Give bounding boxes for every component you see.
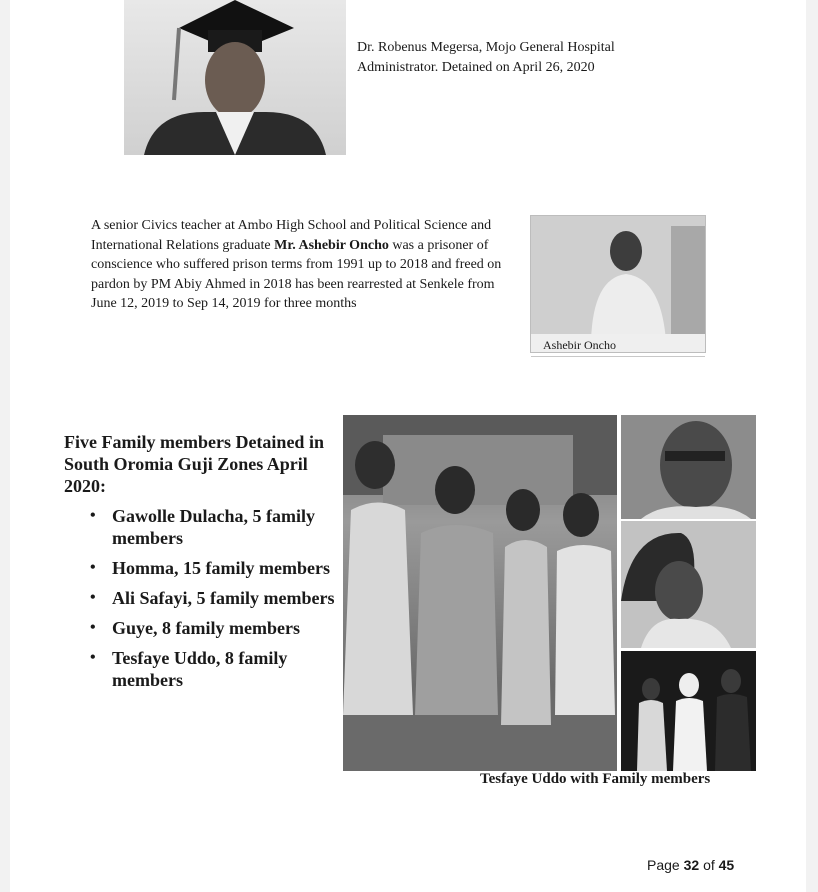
woman-family-photo: [621, 521, 756, 648]
ashebir-photo-rule: [531, 356, 705, 357]
bullet-icon: •: [90, 507, 96, 524]
family-item-text: Guye, 8 family members: [112, 618, 300, 638]
list-item: [86, 557, 336, 579]
bullet-icon: •: [90, 619, 96, 636]
family-item-text: Gawolle Dulacha, 5 family members: [112, 506, 315, 548]
page-number: [647, 857, 734, 873]
robenus-caption-line2: Administrator. Detained on April 26, 2020: [357, 60, 595, 75]
bullet-icon: •: [90, 589, 96, 606]
bullet-icon: •: [90, 649, 96, 666]
list-item: [86, 617, 336, 639]
ashebir-oncho-photo: [530, 215, 706, 353]
robenus-caption-line1: Dr. Robenus Megersa, Mojo General Hospital: [357, 40, 615, 55]
children-group-photo: [343, 415, 617, 771]
robenus-caption: [357, 38, 757, 78]
family-night-photo: [621, 651, 756, 771]
page-total: 45: [718, 857, 735, 873]
page-current: 32: [683, 857, 700, 873]
family-photo-caption: Tesfaye Uddo with Family members: [480, 771, 711, 787]
list-item: [86, 587, 336, 609]
list-item: [86, 505, 336, 549]
list-item: [86, 647, 336, 691]
robenus-megersa-photo: [124, 0, 346, 155]
document-page: [10, 0, 806, 892]
family-item-text: Ali Safayi, 5 family members: [112, 588, 335, 608]
ashebir-name: Mr. Ashebir Oncho: [274, 237, 389, 253]
bullet-icon: •: [90, 559, 96, 576]
family-item-text: Homma, 15 family members: [112, 558, 330, 578]
ashebir-paragraph: [91, 216, 521, 314]
family-item-text: Tesfaye Uddo, 8 family members: [112, 648, 288, 690]
page-word: Page: [647, 857, 680, 873]
ashebir-paragraph-pre: A senior Civics teacher at Ambo High School and Political Science and International Relations graduate: [91, 218, 492, 253]
family-list: [86, 505, 336, 699]
tesfaye-uddo-photo: [621, 415, 756, 519]
ashebir-paragraph-post: was a prisoner of conscience who suffered prison terms from 1991 up to 2018 and freed on pardon by PM Abiy Ahmed in 2018 has been rearrested at Senkele from June 12, 2019 to Sep 14, 2019 for three months: [91, 237, 502, 312]
family-section-title: Five Family members Detained in South Oromia Guji Zones April 2020:: [64, 432, 324, 496]
page-of: of: [703, 857, 715, 873]
ashebir-photo-label: Ashebir Oncho: [543, 338, 616, 352]
